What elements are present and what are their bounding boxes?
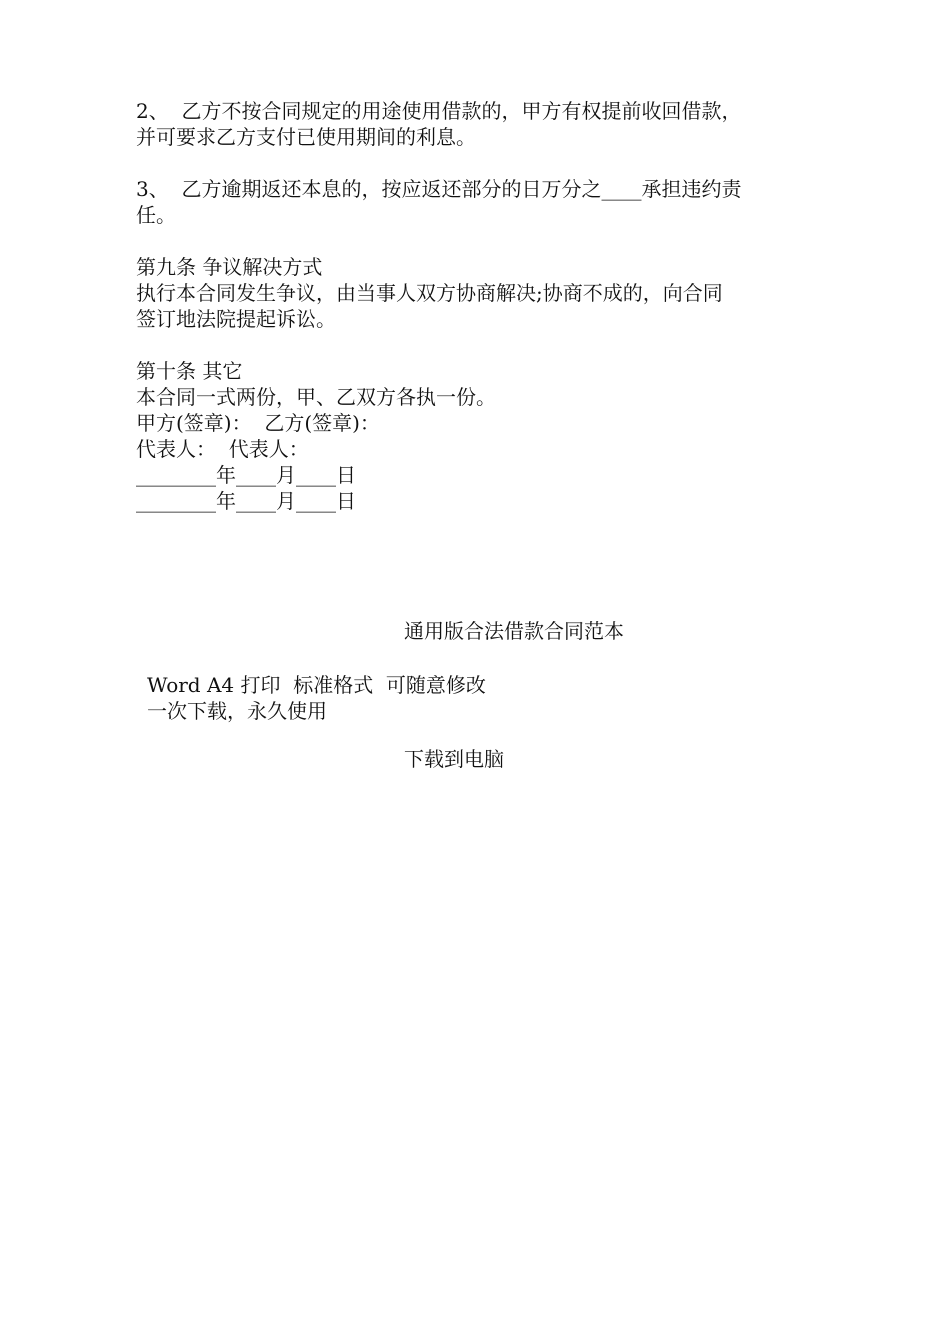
paragraph-spacer [136,228,826,254]
clause-8-item-3-line-2: 任。 [136,203,176,227]
clause-8-item-2-line-2: 并可要求乙方支付已使用期间的利息。 [136,125,476,149]
date-line: ________年____月____日 [136,463,356,487]
signatures-line: 甲方(签章)： 乙方(签章)： [136,411,380,435]
paragraph-spacer [136,150,826,176]
clause-10-heading: 第十条 其它 [136,359,243,383]
footer-title: 通用版合法借款合同范本 [404,619,624,643]
clause-9-heading: 第九条 争议解决方式 [136,255,323,279]
date-line: ________年____月____日 [136,489,356,513]
clause-8-item-2-line-1: 2、 乙方不按合同规定的用途使用借款的，甲方有权提前收回借款， [136,99,742,123]
paragraph-spacer [136,332,826,358]
clause-8-item-3-line-1: 3、 乙方逾期返还本息的，按应返还部分的日万分之____承担违约责 [136,177,742,201]
document-body [136,98,826,514]
footer-meta-line-2: 一次下载，永久使用 [147,699,327,723]
download-link[interactable]: 下载到电脑 [404,747,504,771]
footer-meta [147,672,486,724]
representatives-line: 代表人： 代表人： [136,437,309,461]
footer-meta-line-1: Word A4 打印 标准格式 可随意修改 [147,673,486,697]
clause-9-body-line-1: 执行本合同发生争议，由当事人双方协商解决;协商不成的，向合同 [136,281,723,305]
clause-9-body-line-2: 签订地法院提起诉讼。 [136,307,336,331]
clause-10-body: 本合同一式两份，甲、乙双方各执一份。 [136,385,496,409]
